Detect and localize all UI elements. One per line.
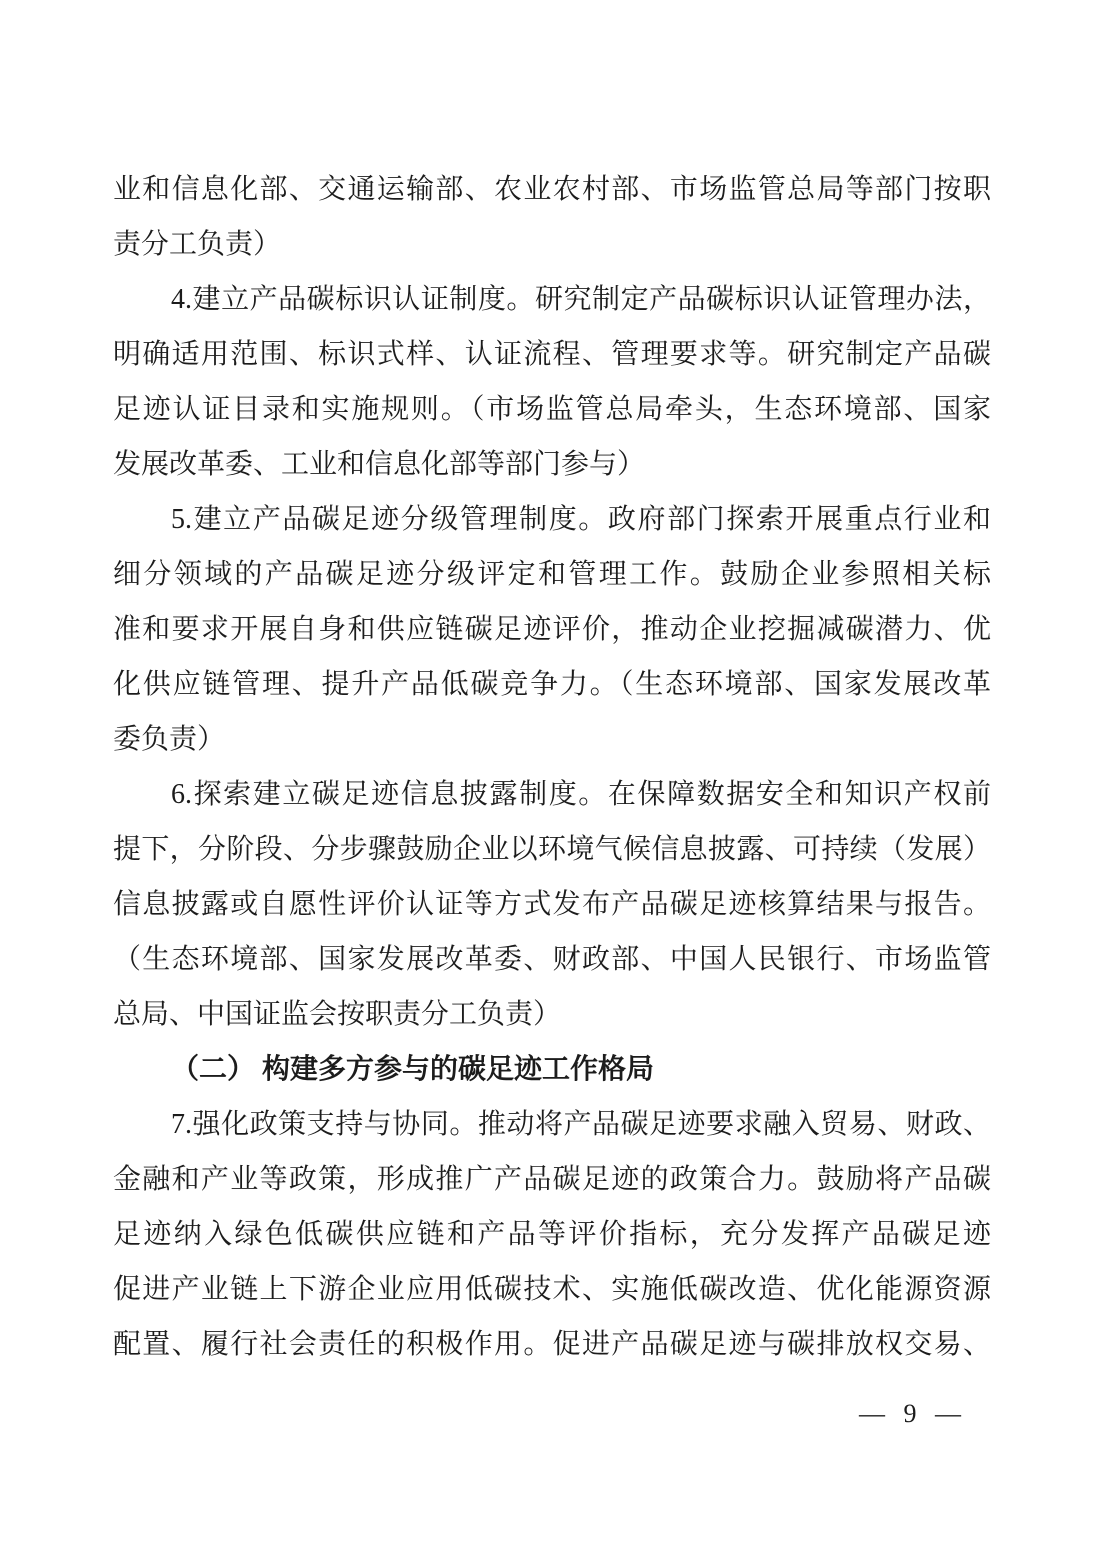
text-line: 发展改革委、工业和信息化部等部门参与） (113, 449, 646, 480)
text-line: 业和信息化部、交通运输部、农业农村部、市场监管总局等部门按职 (113, 174, 991, 205)
section-heading: （二） 构建多方参与的碳足迹工作格局 (171, 1054, 655, 1085)
page-number: — 9 — (859, 1399, 967, 1428)
text-line: 足迹认证目录和实施规则。（市场监管总局牵头，生态环境部、国家 (113, 394, 991, 425)
text-line: 化供应链管理、提升产品低碳竞争力。（生态环境部、国家发展改革 (113, 669, 991, 700)
text-line: 明确适用范围、标识式样、认证流程、管理要求等。研究制定产品碳 (113, 339, 991, 370)
text-line: 促进产业链上下游企业应用低碳技术、实施低碳改造、优化能源资源 (113, 1274, 991, 1305)
text-line: （生态环境部、国家发展改革委、财政部、中国人民银行、市场监管 (113, 944, 991, 975)
text-line: 准和要求开展自身和供应链碳足迹评价，推动企业挖掘减碳潜力、优 (113, 614, 991, 645)
text-line: 配置、履行社会责任的积极作用。促进产品碳足迹与碳排放权交易、 (113, 1329, 991, 1360)
text-line: 7.强化政策支持与协同。推动将产品碳足迹要求融入贸易、财政、 (171, 1109, 991, 1140)
text-line: 金融和产业等政策，形成推广产品碳足迹的政策合力。鼓励将产品碳 (113, 1164, 991, 1195)
text-line: 委负责） (113, 724, 226, 755)
text-line: 提下，分阶段、分步骤鼓励企业以环境气候信息披露、可持续（发展） (113, 834, 991, 865)
document-body (113, 162, 991, 1372)
text-line: 足迹纳入绿色低碳供应链和产品等评价指标，充分发挥产品碳足迹 (113, 1219, 991, 1250)
text-line: 责分工负责） (113, 229, 282, 260)
text-line: 5.建立产品碳足迹分级管理制度。政府部门探索开展重点行业和 (171, 504, 991, 535)
text-line: 细分领域的产品碳足迹分级评定和管理工作。鼓励企业参照相关标 (113, 559, 991, 590)
text-line: 6.探索建立碳足迹信息披露制度。在保障数据安全和知识产权前 (171, 779, 991, 810)
text-line: 信息披露或自愿性评价认证等方式发布产品碳足迹核算结果与报告。 (113, 889, 991, 920)
text-line: 总局、中国证监会按职责分工负责） (113, 999, 562, 1030)
text-line: 4.建立产品碳标识认证制度。研究制定产品碳标识认证管理办法， (171, 284, 991, 315)
